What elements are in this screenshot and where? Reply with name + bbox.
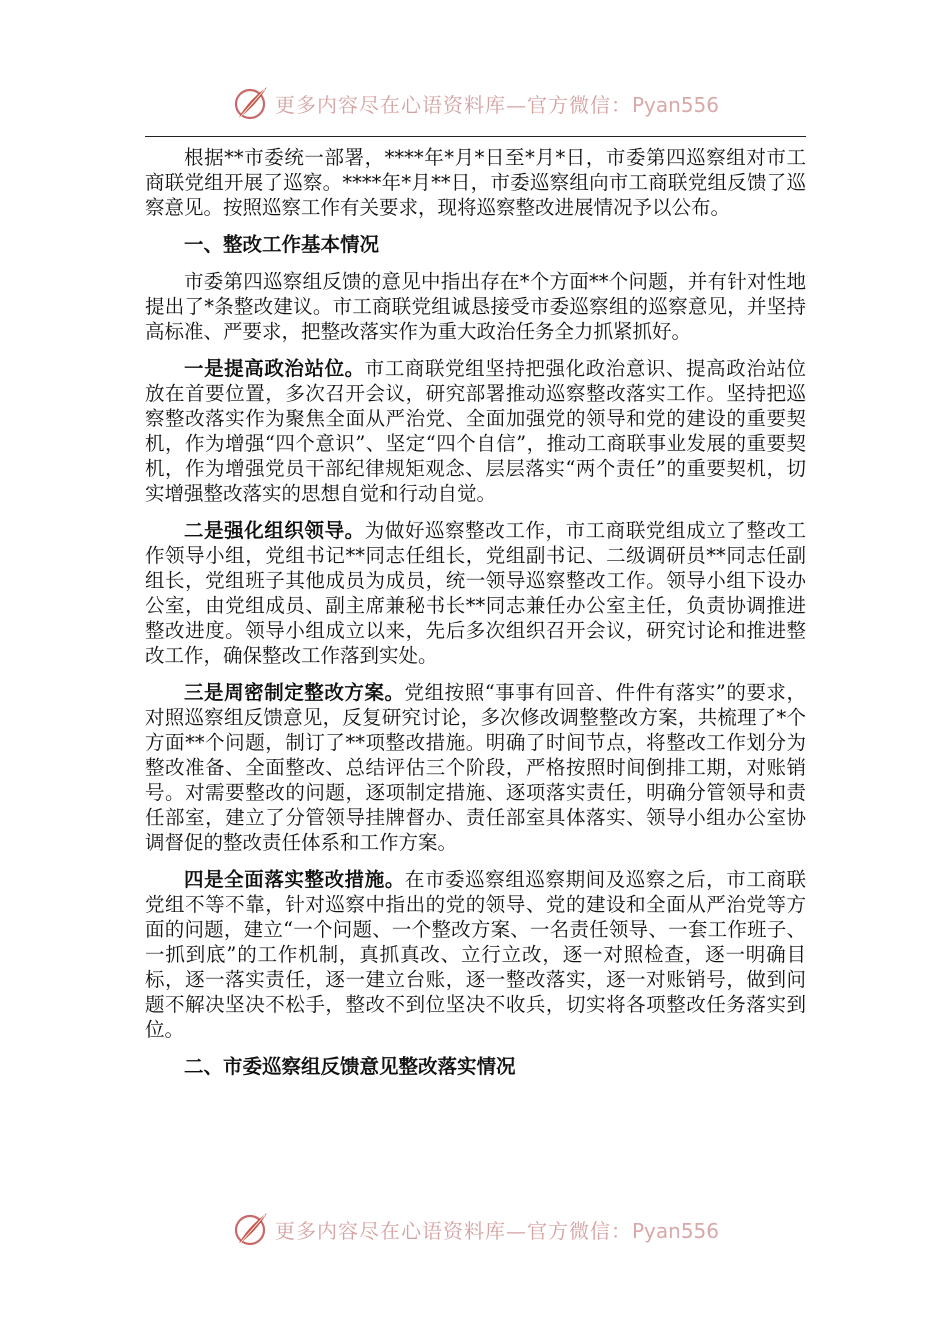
paragraph-political-stance: 一是提高政治站位。市工商联党组坚持把强化政治意识、提高政治站位放在首要位置，多次召开会议，研究部署推动巡察整改落实工作。坚持把巡察整改落实作为聚焦全面从严治党、全面加强党的领导和党的建设的重要契机，作为增强“四个意识”、坚定“四个自信”，推动工商联事业发展的重要契机，作为增强党员干部纪律规矩观念、层层落实“两个责任”的重要契机，切实增强整改落实的思想自觉和行动自觉。 — [145, 357, 806, 505]
intro-paragraph: 根据**市委统一部署，****年*月*日至*月*日，市委第四巡察组对市工商联党组开展了巡察。****年*月**日，市委巡察组向市工商联党组反馈了巡察意见。按照巡察工作有关要求，现将巡察整改进展情况予以公布。 — [145, 146, 806, 219]
paragraph-organization: 二是强化组织领导。为做好巡察整改工作，市工商联党组成立了整改工作领导小组，党组书记**同志任组长，党组副书记、二级调研员**同志任副组长，党组班子其他成员为成员，统一领导巡察整改工作。领导小组下设办公室，由党组成员、副主席兼秘书长**同志兼任办公室主任，负责协调推进整改进度。领导小组成立以来，先后多次组织召开会议，研究讨论和推进整改工作，确保整改工作落到实处。 — [145, 519, 806, 667]
paragraph-plan: 三是周密制定整改方案。党组按照“事事有回音、件件有落实”的要求，对照巡察组反馈意见，反复研究讨论，多次修改调整整改方案，共梳理了*个方面**个问题，制订了**项整改措施。明确了时间节点，将整改工作划分为整改准备、全面整改、总结评估三个阶段，严格按照时间倒排工期，对账销号。对需要整改的问题，逐项制定措施、逐项落实责任，明确分管领导和责任部室，建立了分管领导挂牌督办、责任部室具体落实、领导小组办公室协调督促的整改责任体系和工作方案。 — [145, 681, 806, 854]
document-body — [145, 145, 806, 1091]
lead-phrase: 三是周密制定整改方案。 — [184, 681, 405, 704]
section-heading-2: 二、市委巡察组反馈意见整改落实情况 — [184, 1055, 516, 1078]
feather-logo-icon — [231, 1209, 271, 1249]
lead-phrase: 一是提高政治站位。 — [184, 357, 365, 380]
watermark-text: 更多内容尽在心语资料库—官方微信：Pyan556 — [274, 1218, 719, 1243]
paragraph-measures: 四是全面落实整改措施。在市委巡察组巡察期间及巡察之后，市工商联党组不等不靠，针对巡察中指出的党的领导、党的建设和全面从严治党等方面的问题，建立“一个问题、一个整改方案、一名责任领导、一套工作班子、一抓到底”的工作机制，真抓真改、立行立改，逐一对照检查，逐一明确目标，逐一落实责任，逐一建立台账，逐一整改落实，逐一对账销号，做到问题不解决坚决不松手，整改不到位坚决不收兵，切实将各项整改任务落实到位。 — [145, 868, 806, 1041]
watermark-text: 更多内容尽在心语资料库—官方微信：Pyan556 — [274, 92, 719, 117]
paragraph-overview: 市委第四巡察组反馈的意见中指出存在*个方面**个问题，并有针对性地提出了*条整改建议。市工商联党组诚恳接受市委巡察组的巡察意见，并坚持高标准、严要求，把整改落实作为重大政治任务全力抓紧抓好。 — [145, 270, 806, 343]
header-divider — [145, 136, 806, 137]
section-heading-1: 一、整改工作基本情况 — [184, 233, 380, 256]
lead-phrase: 四是全面落实整改措施。 — [184, 868, 405, 891]
watermark-banner-bottom — [0, 1209, 950, 1249]
feather-logo-icon — [231, 83, 271, 123]
watermark-banner-top — [0, 83, 950, 123]
lead-phrase: 二是强化组织领导。 — [184, 519, 365, 542]
